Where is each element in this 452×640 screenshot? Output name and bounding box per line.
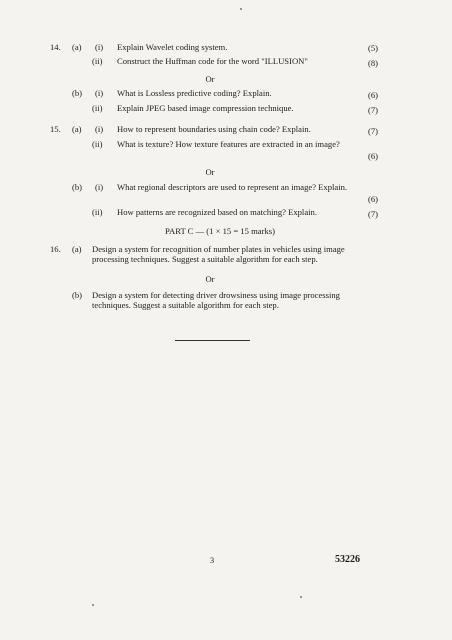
q15a-i-text: How to represent boundaries using chain code? Explain.	[117, 124, 311, 134]
q15a-ii-label: (ii)	[92, 139, 103, 149]
q15a-ii-text: What is texture? How texture features are extracted in an image?	[117, 139, 340, 149]
q14-or: Or	[205, 74, 215, 84]
q15-or: Or	[205, 167, 215, 177]
q14b-ii-text: Explain JPEG based image compression technique.	[117, 103, 294, 113]
q14a-i-label: (i)	[95, 42, 104, 52]
q14b-ii-marks: (7)	[367, 105, 378, 115]
q15a-i-label: (i)	[95, 124, 104, 134]
q14a-label: (a)	[72, 42, 82, 52]
q14b-label: (b)	[72, 88, 83, 98]
q16b-label: (b)	[72, 290, 83, 300]
q14b-i-text: What is Lossless predictive coding? Explain.	[117, 88, 272, 98]
q16a-label: (a)	[72, 244, 82, 254]
q15a-i-marks: (7)	[367, 126, 378, 136]
scan-speck	[300, 596, 302, 598]
paper-code: 53226	[335, 554, 360, 565]
end-of-paper-rule	[175, 340, 250, 341]
q16-or: Or	[205, 274, 215, 284]
q16-number: 16.	[50, 244, 61, 254]
q14a-i-text: Explain Wavelet coding system.	[117, 42, 228, 52]
q15a-ii-marks: (6)	[367, 151, 378, 161]
q14b-i-label: (i)	[95, 88, 104, 98]
scan-speck	[240, 8, 242, 10]
q14a-ii-label: (ii)	[92, 56, 103, 66]
q15b-ii-label: (ii)	[92, 207, 103, 217]
q14b-i-marks: (6)	[367, 90, 378, 100]
q15b-label: (b)	[72, 182, 83, 192]
q15b-ii-marks: (7)	[367, 209, 378, 219]
q15b-i-label: (i)	[95, 182, 104, 192]
q15-number: 15.	[50, 124, 61, 134]
q15b-i-text: What regional descriptors are used to represent an image? Explain.	[117, 182, 348, 192]
q14a-ii-marks: (8)	[367, 58, 378, 68]
q15a-label: (a)	[72, 124, 82, 134]
q14a-ii-text: Construct the Huffman code for the word "ILLUSION"	[117, 56, 308, 66]
q15b-i-marks: (6)	[367, 194, 378, 204]
part-c-heading: PART C — (1 × 15 = 15 marks)	[165, 226, 275, 236]
q14b-ii-label: (ii)	[92, 103, 103, 113]
q16a-text: Design a system for recognition of number plates in vehicles using image processing techniques. Suggest a suitable algorithm for each step.	[92, 244, 345, 264]
page-number: 3	[209, 555, 215, 565]
scan-speck	[92, 604, 94, 606]
q14a-i-marks: (5)	[367, 43, 378, 53]
q14-number: 14.	[50, 42, 61, 52]
q15b-ii-text: How patterns are recognized based on matching? Explain.	[117, 207, 317, 217]
q16b-text: Design a system for detecting driver drowsiness using image processing techniques. Suggest a suitable algorithm for each step.	[92, 290, 340, 310]
